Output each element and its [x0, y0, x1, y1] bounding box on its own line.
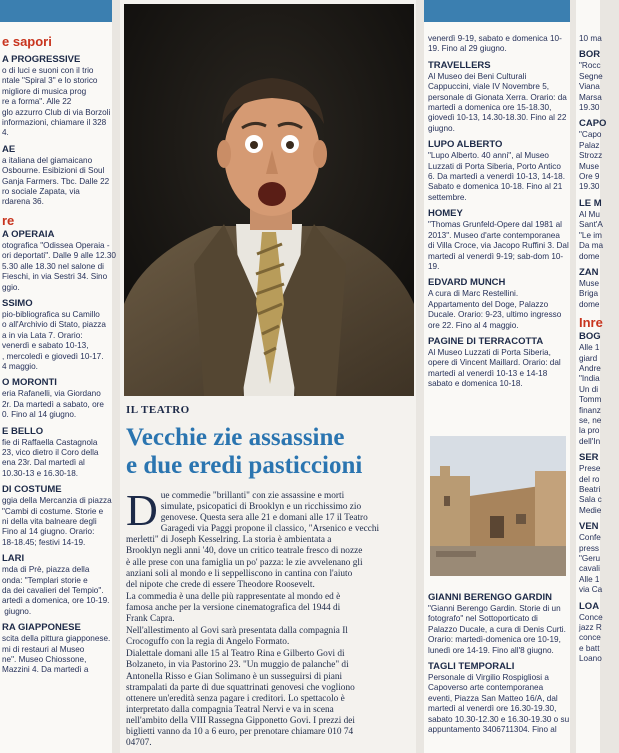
listing-item: LOA Conce jazz R conce e batt Loano [579, 600, 603, 664]
section-header-bar [0, 0, 112, 22]
listing-item: LUPO ALBERTO "Lupo Alberto. 40 anni", al Museo Luzzati di Porta Siberia, Porto Antico 6. Da martedì a venerdì 10-13, 14-18. Sabato e domenica 10-18. Fino al 21 settembre. [428, 139, 565, 202]
section-tag: IL TEATRO [126, 404, 190, 416]
listing-item: TAGLI TEMPORALI Personale di Virgilio Rospigliosi a Capoverso arte contemporanea eventi, Piazza San Matteo 16/A, dal martedì al venerdì ore 16.30-19.30, sabato 10.30-12.30 e 16.30-19.30 o su appuntamento 3406711304. Fino al [428, 661, 570, 735]
listing-item: SSIMO pio-bibliografica su Camillo o all'Archivio di Stato, piazza a in via Lata 7. Orario: venerdì e sabato 10-13, , mercoledì e giovedì 10-17. 4 maggio. [2, 297, 106, 371]
section-heading-food: e sapori [2, 34, 52, 49]
section-header-bar [424, 0, 570, 22]
listing-item: A OPERAIA otografica "Odissea Operaia - ori deportati". Dalle 9 alle 12.30 5.30 alle 18.30 nel salone di Fieschi, in via Sestri 34. Sino ggio. [2, 228, 116, 292]
theatre-article [120, 0, 416, 753]
right-listings-column [424, 0, 570, 753]
section-heading-events: Inre [579, 315, 603, 331]
listing-item: BOG Alle 1 giard Andre "India Un di Tomm finanz se, ne la pro dell'In [579, 331, 602, 446]
listing-item: TRAVELLERS Al Museo dei Beni Culturali Cappuccini, viale IV Novembre 5, personale di Gionata Xerra. Orario: da martedì a domenica ore 15-18.30, giovedì 10-13, 14.30-18.30. Fino al 22 giugno. [428, 59, 567, 133]
listing-item: GIANNI BERENGO GARDIN "Gianni Berengo Gardin. Storie di un fotografo" nel Sottoporticato di Palazzo Ducale, a cura di Denis Curti. Orario: martedì-domenica ore 10-19, lunedì ore 14-19. Fino all'8 giugno. [428, 592, 566, 655]
drop-cap: D [126, 486, 158, 535]
listing-continuation: venerdì 9-19, sabato e domenica 10- 19. Fino al 29 giugno. [428, 34, 562, 54]
listing-item: BOR "Rocc Segne Viana Marsa 19.30 [579, 49, 603, 113]
listing-item: PAGINE DI TERRACOTTA Al Museo Luzzati di Porta Siberia, opere di Vincent Maillard. Orario: dal martedì al venerdì 10-13 e 14-18 sabato e domenica 10-18. [428, 335, 561, 389]
article-paragraph: ue commedie "brillanti" con zie assassine e morti simulate, psicopatici di Brooklyn e un ricchissimo zio genovese. Questa sera alle 21 e domani alle 17 il Teatro Garagedi via Paggi propone il classico, "Arsenico e vecchi merletti" di Joseph Kesselring. La storia è ambientata a Brooklyn negli anni '40, dove un critico teatrale fresco di nozze è alle prese con una famiglia un po' pazza: le zie avvelenano gli anziani soli al mondo e li seppelliscono in cantina con l'aiuto del nipote che crede di essere Theodore Roosevelt. [126, 491, 380, 590]
listing-item: AE a italiana del giamaicano Osbourne. Esibizioni di Soul Ganja Farmers. Tbc. Dalle 22 ro sociale Zapata, via rdarena 36. [2, 143, 110, 207]
article-paragraph: Dialettale domani alle 15 al Teatro Rina e Gilberto Govi di Bolzaneto, in via Pastorino 23. "Un muggio de palanche" di Antonella Risso e Gian Solimano è un susseguirsi di piani strampalati da parte di due squattrinati genovesi che vogliono ottenere un'eredità senza pagare i creditori. Lo spettacolo è interpretato dalla compagnia Teatral Nervi e va in scena nell'ambito della VIII Rassegna Gipponetto Govi. I prezzi dei biglietti vanno da 10 a 6 euro, per prenotare chiamare 010 74 04707. [126, 649, 355, 749]
article-paragraph: La commedia è una delle più rappresentate al mondo ed è famosa anche per la versione cinematografica del 1944 di Frank Capra. [126, 591, 341, 625]
article-paragraph: Nell'allestimento al Govi sarà presentata dalla compagnia Il Crocoguffo con la regia di Angelo Formato. [126, 626, 348, 648]
listing-continuation: 10 ma [579, 34, 602, 43]
far-right-listings-column [576, 0, 607, 753]
fortress-illustration [430, 436, 566, 576]
article-headline: Vecchie zie assassine e due eredi pasticcioni [126, 424, 363, 479]
article-body [126, 486, 414, 750]
listing-item: LE M Al Mu Sant'A "Le im Da ma dome [579, 197, 604, 261]
listing-item: A PROGRESSIVE o di luci e suoni con il trio ntale "Spiral 3" e lo storico migliore di musica prog re a forma". Alle 22 glo azzurro Club di via Borzoli informazioni, chiamare il 328 4. [2, 54, 111, 138]
listing-item: E BELLO fie di Raffaella Castagnola 23, vico dietro il Coro della ena 23r. Dal martedì al 10.30-13 e 16.30-18. [2, 425, 99, 478]
listing-item: VEN Confe press "Geru cavali Alle 1 via Ca [579, 521, 603, 595]
listing-item: DI COSTUME ggia della Mercanzia di piazza "Cambi di costume. Storie e ni della vita balneare degli Fino al 14 giugno. Orario: 18-18.45; festivi 14-19. [2, 484, 112, 547]
actor-photo [124, 4, 414, 396]
listing-item: LARI mda di Prè, piazza della onda: "Templari storie e da dei cavalieri del Tempio". artedì a domenica, ore 10-19. giugno. [2, 553, 110, 616]
listing-item: ZAN Muse Briga dome [579, 266, 600, 309]
terracotta-photo [430, 436, 566, 576]
listing-item: EDVARD MUNCH A cura di Marc Restellini. Appartamento del Doge, Palazzo Ducale. Orario: 9-23, ultimo ingresso ore 22. Fino al 4 maggio. [428, 277, 562, 330]
actor-photo-illustration [124, 4, 414, 396]
listing-item: O MORONTI eria Rafanelli, via Giordano 2r. Da martedì a sabato, ore 0. Fino al 14 giugno. [2, 377, 104, 420]
listing-item: CAPO "Capo Palaz Strozz Muse Ore 9 19.30 [579, 118, 607, 192]
left-listings-column [0, 0, 116, 753]
section-heading-exhibitions: re [2, 212, 15, 228]
listing-item: SER Prese del ro Beatri Sala c Medie [579, 452, 602, 515]
listing-item: RA GIAPPONESE scita della pittura giapponese. mi di restauri al Museo ne". Museo Chiossone, Mazzini 4. Da martedì a [2, 622, 111, 675]
listing-item: HOMEY "Thomas Grunfeld-Opere dal 1981 al 2013". Museo d'arte contemporanea di Villa Croce, via Jacopo Ruffini 3. Dal martedì al venerdì 9-19; sab-dom 10- 19. [428, 208, 569, 271]
